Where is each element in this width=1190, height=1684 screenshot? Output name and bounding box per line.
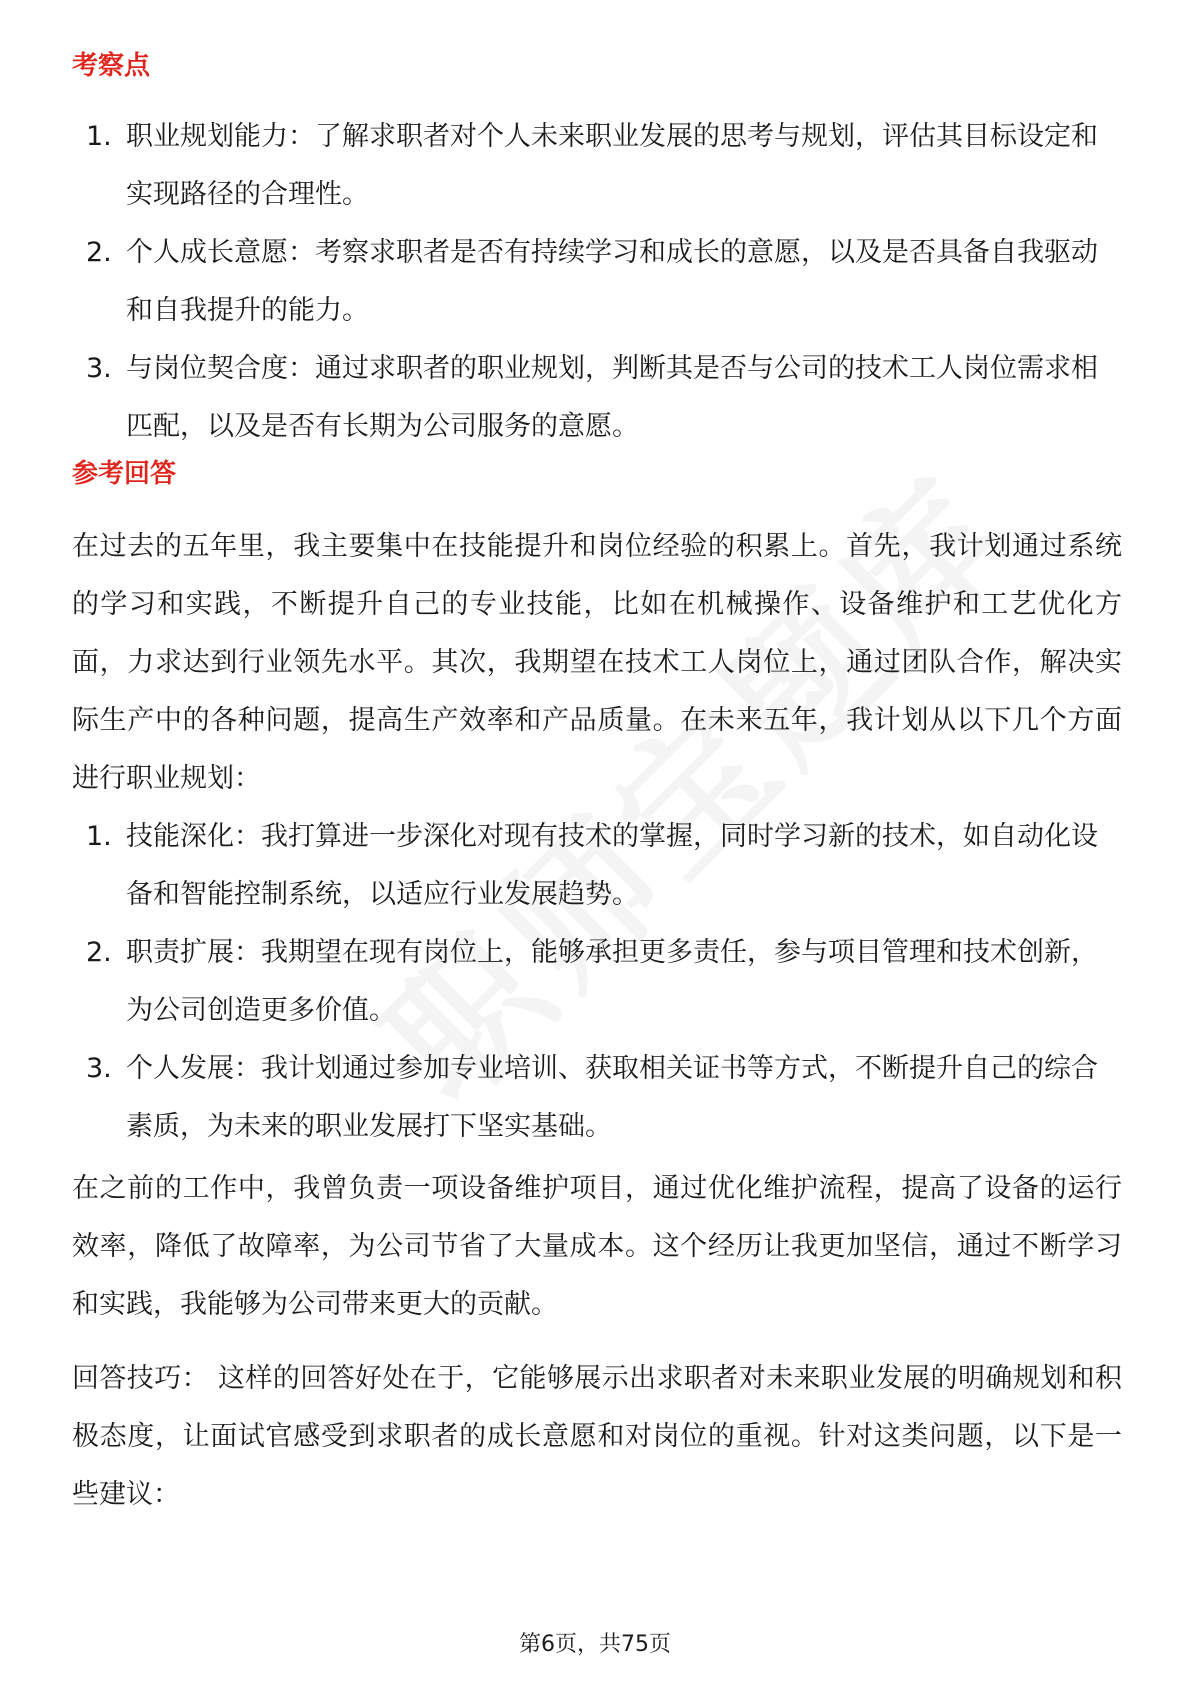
- list-item-text: 职业规划能力：了解求职者对个人未来职业发展的思考与规划，评估其目标设定和实现路径的合理性。: [126, 121, 1098, 210]
- experience-paragraph: 在之前的工作中，我曾负责一项设备维护项目，通过优化维护流程，提高了设备的运行效率，降低了故障率，为公司节省了大量成本。这个经历让我更加坚信，通过不断学习和实践，我能够为公司带来更大的贡献。: [72, 1173, 1122, 1320]
- list-item-text: 与岗位契合度：通过求职者的职业规划，判断其是否与公司的技术工人岗位需求相匹配，以及是否有长期为公司服务的意愿。: [126, 353, 1098, 442]
- list-item-number: 1.: [86, 821, 112, 852]
- list-item-number: 3.: [86, 1053, 112, 1084]
- list-item-number: 2.: [86, 237, 112, 268]
- list-item-text: 个人成长意愿：考察求职者是否有持续学习和成长的意愿，以及是否具备自我驱动和自我提升的能力。: [126, 237, 1098, 326]
- list-item: [72, 808, 1122, 924]
- answer-intro-paragraph: 在过去的五年里，我主要集中在技能提升和岗位经验的积累上。首先，我计划通过系统的学习和实践，不断提升自己的专业技能，比如在机械操作、设备维护和工艺优化方面，力求达到行业领先水平。其次，我期望在技术工人岗位上，通过团队合作，解决实际生产中的各种问题，提高生产效率和产品质量。在未来五年，我计划从以下几个方面进行职业规划：: [72, 531, 1122, 794]
- list-item: [72, 924, 1122, 1040]
- list-item-text: 技能深化：我打算进一步深化对现有技术的掌握，同时学习新的技术，如自动化设备和智能控制系统，以适应行业发展趋势。: [126, 821, 1098, 910]
- list-item-number: 2.: [86, 937, 112, 968]
- kaochadian-list: [72, 108, 1122, 456]
- list-item-text: 个人发展：我计划通过参加专业培训、获取相关证书等方式，不断提升自己的综合素质，为未来的职业发展打下坚实基础。: [126, 1053, 1098, 1142]
- list-item-number: 1.: [86, 121, 112, 152]
- list-item-number: 3.: [86, 353, 112, 384]
- list-item: [72, 224, 1122, 340]
- list-item: [72, 340, 1122, 456]
- section-title-cankaohuida: 参考回答: [72, 459, 177, 489]
- answer-plan-list: [72, 808, 1122, 1156]
- section-title-kaochadian: 考察点: [72, 51, 151, 81]
- list-item: [72, 108, 1122, 224]
- list-item: [72, 1040, 1122, 1156]
- list-item-text: 职责扩展：我期望在现有岗位上，能够承担更多责任，参与项目管理和技术创新，为公司创造更多价值。: [126, 937, 1098, 1026]
- page-number-footer: 第6页，共75页: [519, 1632, 671, 1657]
- answer-tips-paragraph: 回答技巧： 这样的回答好处在于，它能够展示出求职者对未来职业发展的明确规划和积极态度，让面试官感受到求职者的成长意愿和对岗位的重视。针对这类问题，以下是一些建议：: [72, 1363, 1122, 1510]
